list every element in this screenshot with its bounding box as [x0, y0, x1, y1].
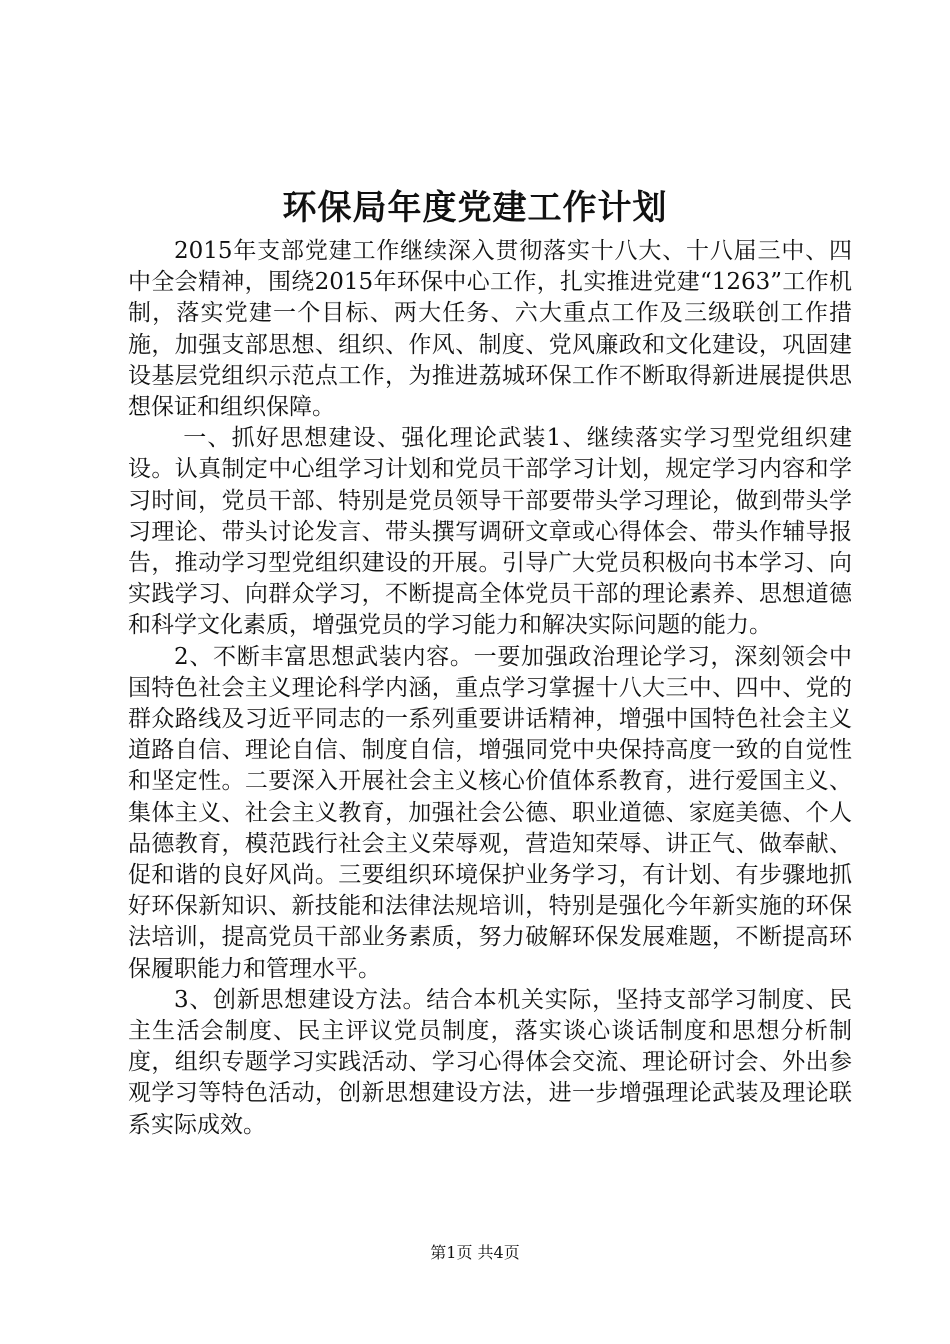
paragraph-intro: 2015年支部党建工作继续深入贯彻落实十八大、十八届三中、四中全会精神，围绕2015年环保中心工作，扎实推进党建“1263”工作机制，落实党建一个目标、两大任务、六大重点工作及三级联创工作措施，加强支部思想、组织、作风、制度、党风廉政和文化建设，巩固建设基层党组织示范点工作，为推进荔城环保工作不断取得新进展提供思想保证和组织保障。 — [128, 238, 852, 421]
document-body — [128, 236, 852, 1141]
document-title: 环保局年度党建工作计划 — [282, 188, 668, 228]
page-number-footer: 第1页 共4页 — [430, 1243, 520, 1262]
paragraph-item-three: 3、创新思想建设方法。结合本机关实际，坚持支部学习制度、民主生活会制度、民主评议党员制度，落实谈心谈话制度和思想分析制度，组织专题学习实践活动、学习心得体会交流、理论研讨会、外出参观学习等特色活动，创新思想建设方法，进一步增强理论武装及理论联系实际成效。 — [128, 986, 852, 1138]
paragraph-section-one: 一、抓好思想建设、强化理论武装1、继续落实学习型党组织建设。认真制定中心组学习计划和党员干部学习计划，规定学习内容和学习时间，党员干部、特别是党员领导干部要带头学习理论，做到带头学习理论、带头讨论发言、带头撰写调研文章或心得体会、带头作辅导报告，推动学习型党组织建设的开展。引导广大党员积极向书本学习、向实践学习、向群众学习，不断提高全体党员干部的理论素养、思想道德和科学文化素质，增强党员的学习能力和解决实际问题的能力。 — [128, 425, 852, 639]
paragraph-item-two: 2、不断丰富思想武装内容。一要加强政治理论学习，深刻领会中国特色社会主义理论科学内涵，重点学习掌握十八大三中、四中、党的群众路线及习近平同志的一系列重要讲话精神，增强中国特色社会主义道路自信、理论自信、制度自信，增强同党中央保持高度一致的自觉性和坚定性。二要深入开展社会主义核心价值体系教育，进行爱国主义、集体主义、社会主义教育，加强社会公德、职业道德、家庭美德、个人品德教育，模范践行社会主义荣辱观，营造知荣辱、讲正气、做奉献、促和谐的良好风尚。三要组织环境保护业务学习，有计划、有步骤地抓好环保新知识、新技能和法律法规培训，特别是强化今年新实施的环保法培训，提高党员干部业务素质，努力破解环保发展难题，不断提高环保履职能力和管理水平。 — [128, 643, 852, 982]
